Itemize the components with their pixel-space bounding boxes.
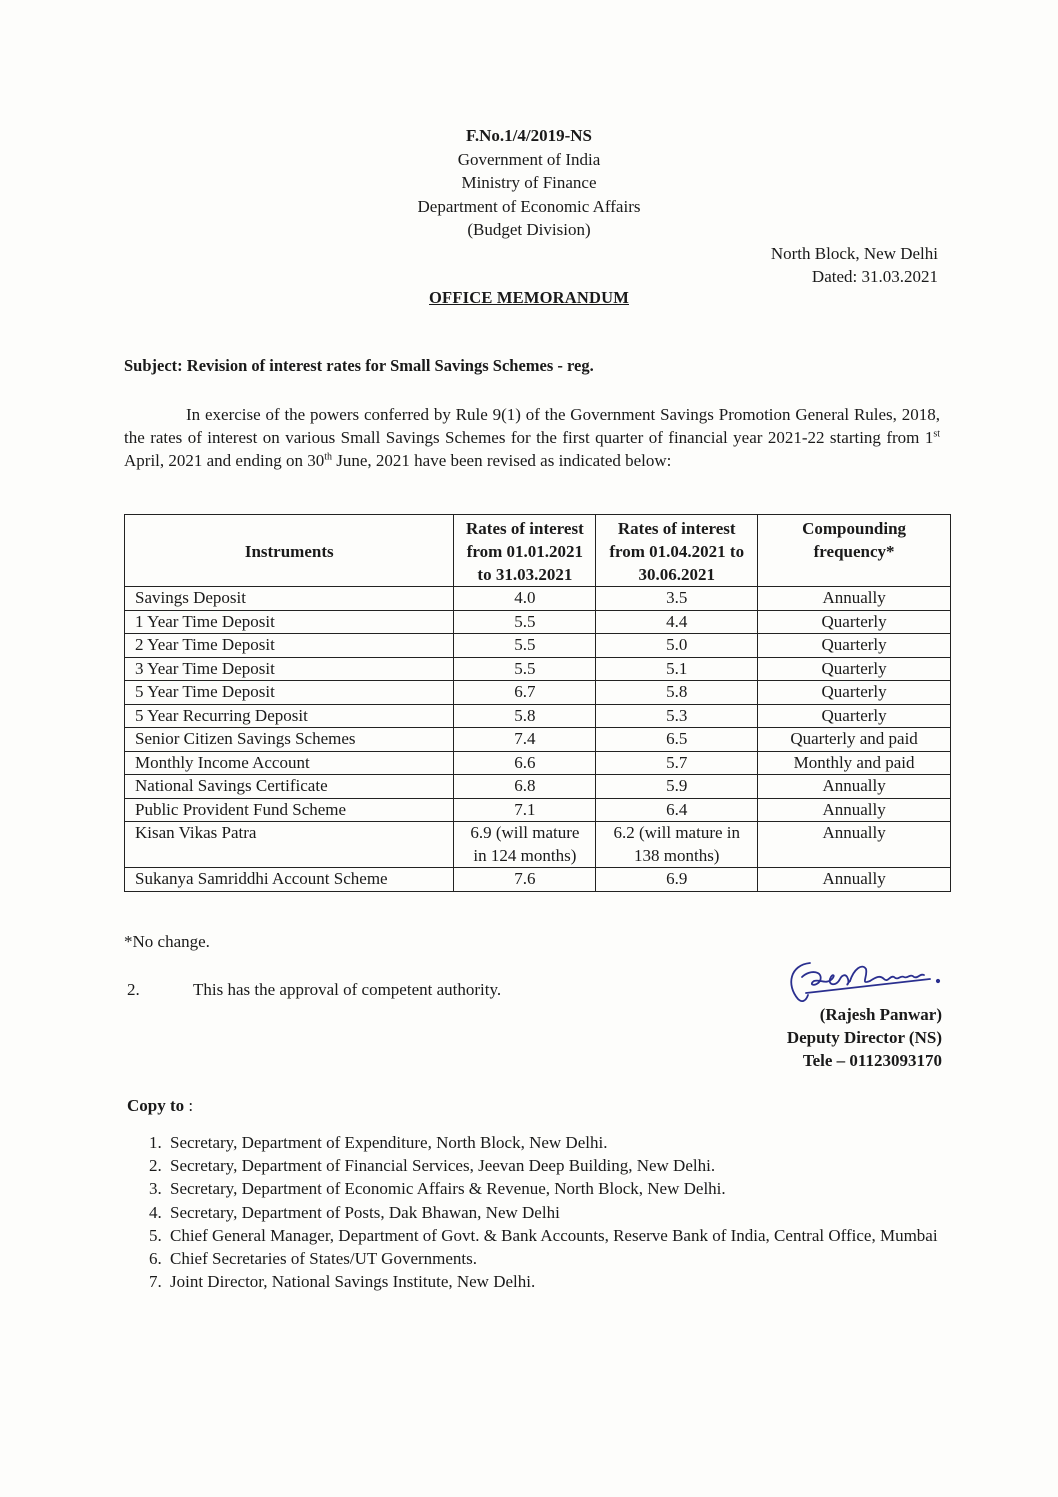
list-item: 6. Chief Secretaries of States/UT Governments. bbox=[166, 1247, 981, 1270]
intro-text-3: June, 2021 have been revised as indicated below: bbox=[331, 451, 672, 470]
instrument-name: National Savings Certificate bbox=[125, 775, 454, 799]
table-row bbox=[125, 751, 951, 775]
new-rate: 5.0 bbox=[596, 634, 758, 658]
instrument-name: Public Provident Fund Scheme bbox=[125, 798, 454, 822]
table-header-row bbox=[125, 515, 951, 587]
table-row bbox=[125, 587, 951, 611]
instrument-name: Savings Deposit bbox=[125, 587, 454, 611]
instrument-name: Monthly Income Account bbox=[125, 751, 454, 775]
old-rate: 6.8 bbox=[454, 775, 596, 799]
table-row bbox=[125, 704, 951, 728]
place: North Block, New Delhi bbox=[770, 244, 938, 263]
copy-to-label: Copy to bbox=[127, 1096, 185, 1115]
instrument-name: 5 Year Time Deposit bbox=[125, 681, 454, 705]
table-row bbox=[125, 681, 951, 705]
signatory-designation: Deputy Director (NS) bbox=[786, 1028, 942, 1047]
old-rate: 5.5 bbox=[454, 634, 596, 658]
instrument-name: 1 Year Time Deposit bbox=[125, 610, 454, 634]
signatory-telephone: Tele – 01123093170 bbox=[802, 1051, 942, 1070]
subject-line: Subject: Revision of interest rates for Small Savings Schemes - reg. bbox=[124, 356, 594, 375]
compounding: Quarterly bbox=[758, 657, 951, 681]
compounding: Quarterly and paid bbox=[758, 728, 951, 752]
old-rate: 6.7 bbox=[454, 681, 596, 705]
old-rate: 5.5 bbox=[454, 610, 596, 634]
list-item: 2. Secretary, Department of Financial Services, Jeevan Deep Building, New Delhi. bbox=[166, 1154, 981, 1177]
instrument-name: 3 Year Time Deposit bbox=[125, 657, 454, 681]
superscript-st: st bbox=[933, 428, 940, 440]
old-rate: 7.6 bbox=[454, 868, 596, 892]
table-row bbox=[125, 634, 951, 658]
table-row bbox=[125, 657, 951, 681]
old-rate: 7.1 bbox=[454, 798, 596, 822]
new-rate: 6.5 bbox=[596, 728, 758, 752]
new-rate: 3.5 bbox=[596, 587, 758, 611]
copy-to-colon: : bbox=[184, 1096, 194, 1115]
header-instruments: Instruments bbox=[125, 515, 454, 587]
new-rate: 5.7 bbox=[596, 751, 758, 775]
compounding: Quarterly bbox=[758, 704, 951, 728]
compounding: Annually bbox=[758, 822, 951, 868]
compounding: Annually bbox=[758, 775, 951, 799]
letterhead bbox=[0, 124, 1058, 242]
letterhead-line-department: Department of Economic Affairs bbox=[417, 196, 641, 216]
header-compounding: Compounding frequency* bbox=[758, 515, 951, 587]
compounding: Monthly and paid bbox=[758, 751, 951, 775]
new-rate: 4.4 bbox=[596, 610, 758, 634]
old-rate: 7.4 bbox=[454, 728, 596, 752]
paragraph-number: 2. bbox=[127, 980, 140, 999]
copy-to-list bbox=[140, 1131, 981, 1293]
new-rate: 6.2 (will mature in 138 months) bbox=[596, 822, 758, 868]
list-item: 1. Secretary, Department of Expenditure, North Block, New Delhi. bbox=[166, 1131, 981, 1154]
table-footnote: *No change. bbox=[124, 932, 210, 951]
new-rate: 5.8 bbox=[596, 681, 758, 705]
letterhead-line-government: Government of India bbox=[457, 149, 601, 169]
new-rate: 6.4 bbox=[596, 798, 758, 822]
document-title: OFFICE MEMORANDUM bbox=[429, 288, 629, 307]
old-rate: 6.9 (will mature in 124 months) bbox=[454, 822, 596, 868]
intro-text-1: In exercise of the powers conferred by Rule 9(1) of the Government Savings Promotion General Rules, 2018, the rates of interest on various Small Savings Schemes for the first quarter of financial year 2021-22 starting from 1 bbox=[124, 405, 940, 447]
old-rate: 6.6 bbox=[454, 751, 596, 775]
instrument-name: Kisan Vikas Patra bbox=[125, 822, 454, 868]
old-rate: 4.0 bbox=[454, 587, 596, 611]
compounding: Quarterly bbox=[758, 681, 951, 705]
table-row bbox=[125, 798, 951, 822]
list-item: 4. Secretary, Department of Posts, Dak Bhawan, New Delhi bbox=[166, 1201, 981, 1224]
compounding: Annually bbox=[758, 587, 951, 611]
letterhead-line-ministry: Ministry of Finance bbox=[461, 173, 597, 192]
new-rate: 6.9 bbox=[596, 868, 758, 892]
copy-to-heading bbox=[127, 1096, 193, 1116]
table-row bbox=[125, 775, 951, 799]
approval-text: This has the approval of competent authority. bbox=[193, 980, 502, 999]
new-rate: 5.1 bbox=[596, 657, 758, 681]
old-rate: 5.8 bbox=[454, 704, 596, 728]
instrument-name: Sukanya Samriddhi Account Scheme bbox=[125, 868, 454, 892]
signatory-name: (Rajesh Panwar) bbox=[819, 1005, 942, 1024]
new-rate: 5.3 bbox=[596, 704, 758, 728]
file-number: F.No.1/4/2019-NS bbox=[466, 126, 592, 145]
compounding: Annually bbox=[758, 798, 951, 822]
date: Dated: 31.03.2021 bbox=[811, 267, 938, 286]
list-item: 5. Chief General Manager, Department of Govt. & Bank Accounts, Reserve Bank of India, Central Office, Mumbai bbox=[166, 1224, 981, 1247]
compounding: Quarterly bbox=[758, 610, 951, 634]
table-row bbox=[125, 728, 951, 752]
compounding: Quarterly bbox=[758, 634, 951, 658]
list-item: 3. Secretary, Department of Economic Affairs & Revenue, North Block, New Delhi. bbox=[166, 1177, 981, 1200]
instrument-name: 2 Year Time Deposit bbox=[125, 634, 454, 658]
table-row bbox=[125, 868, 951, 892]
old-rate: 5.5 bbox=[454, 657, 596, 681]
intro-text-2: April, 2021 and ending on 30 bbox=[124, 451, 325, 470]
superscript-th: th bbox=[324, 451, 332, 463]
table-row bbox=[125, 822, 951, 868]
list-item: 7. Joint Director, National Savings Institute, New Delhi. bbox=[166, 1270, 981, 1293]
approval-paragraph bbox=[127, 980, 501, 1000]
intro-paragraph bbox=[124, 403, 940, 472]
compounding: Annually bbox=[758, 868, 951, 892]
interest-rates-table bbox=[124, 514, 951, 892]
signatory-block bbox=[787, 1003, 942, 1072]
table-row bbox=[125, 610, 951, 634]
header-new-rate: Rates of interest from 01.04.2021 to 30.06.2021 bbox=[596, 515, 758, 587]
place-and-date bbox=[771, 242, 938, 288]
header-old-rate: Rates of interest from 01.01.2021 to 31.03.2021 bbox=[454, 515, 596, 587]
instrument-name: Senior Citizen Savings Schemes bbox=[125, 728, 454, 752]
new-rate: 5.9 bbox=[596, 775, 758, 799]
letterhead-line-division: (Budget Division) bbox=[467, 220, 591, 239]
instrument-name: 5 Year Recurring Deposit bbox=[125, 704, 454, 728]
